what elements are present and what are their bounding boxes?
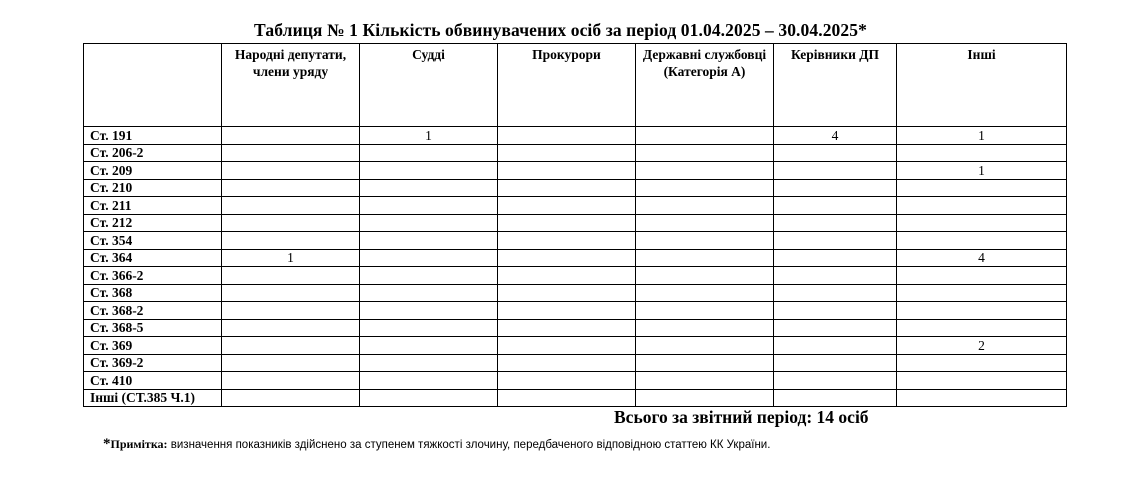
table-cell [360, 232, 498, 250]
table-row [84, 197, 1067, 215]
table-cell [360, 302, 498, 320]
table-row [84, 214, 1067, 232]
table-cell [222, 232, 360, 250]
table-cell [360, 319, 498, 337]
table-cell [774, 144, 897, 162]
table-row [84, 337, 1067, 355]
table-cell [222, 302, 360, 320]
table-cell [360, 337, 498, 355]
table-cell [636, 127, 774, 145]
table-body [84, 127, 1067, 407]
column-header: Прокурори [498, 44, 636, 127]
table-cell [222, 319, 360, 337]
table-cell [360, 162, 498, 180]
table-cell [360, 267, 498, 285]
table-cell [222, 337, 360, 355]
table-row [84, 302, 1067, 320]
table-cell [222, 267, 360, 285]
table-cell: 1 [897, 162, 1067, 180]
table-cell [897, 389, 1067, 407]
table-cell [774, 389, 897, 407]
table-cell [897, 197, 1067, 215]
row-label: Ст. 354 [84, 232, 222, 250]
footnote-text: визначення показників здійснено за ступенем тяжкості злочину, передбаченого відповідною статтею КК України. [167, 439, 771, 451]
table-cell: 1 [222, 249, 360, 267]
table-cell [636, 144, 774, 162]
row-label: Ст. 191 [84, 127, 222, 145]
footnote [103, 436, 770, 453]
table-cell: 1 [897, 127, 1067, 145]
table-cell [774, 284, 897, 302]
table-row [84, 127, 1067, 145]
table-cell [897, 372, 1067, 390]
table-cell [636, 389, 774, 407]
table-cell [636, 319, 774, 337]
table-cell [897, 144, 1067, 162]
table-cell [222, 284, 360, 302]
table-row [84, 354, 1067, 372]
table-cell [498, 232, 636, 250]
footnote-asterisk: * [103, 436, 111, 452]
table-cell [498, 249, 636, 267]
table-cell [498, 127, 636, 145]
table-cell [636, 337, 774, 355]
row-label: Ст. 210 [84, 179, 222, 197]
table-row [84, 372, 1067, 390]
table-cell: 4 [774, 127, 897, 145]
table-cell [360, 249, 498, 267]
table-cell [636, 354, 774, 372]
table-cell [498, 267, 636, 285]
table-cell [360, 197, 498, 215]
table-cell [360, 179, 498, 197]
table-cell [636, 372, 774, 390]
row-label: Ст. 211 [84, 197, 222, 215]
table-row [84, 162, 1067, 180]
table-cell [897, 354, 1067, 372]
table-cell [360, 214, 498, 232]
report-table [83, 43, 1067, 407]
row-label: Ст. 209 [84, 162, 222, 180]
table-cell [774, 179, 897, 197]
table-cell [636, 232, 774, 250]
table-row [84, 267, 1067, 285]
table-cell [636, 284, 774, 302]
table-cell [774, 354, 897, 372]
row-label: Ст. 369-2 [84, 354, 222, 372]
table-cell [222, 162, 360, 180]
table-cell [774, 372, 897, 390]
column-header [84, 44, 222, 127]
table-cell [498, 197, 636, 215]
table-cell [222, 354, 360, 372]
table-cell [897, 214, 1067, 232]
table-row [84, 319, 1067, 337]
table-cell [360, 389, 498, 407]
table-cell [360, 144, 498, 162]
table-cell [498, 389, 636, 407]
table-title: Таблиця № 1 Кількість обвинувачених осіб за період 01.04.2025 – 30.04.2025* [254, 20, 867, 40]
table-cell [636, 267, 774, 285]
table-cell [222, 214, 360, 232]
table-cell [774, 214, 897, 232]
table-cell [636, 179, 774, 197]
row-label: Ст. 364 [84, 249, 222, 267]
table-cell: 1 [360, 127, 498, 145]
table-cell [774, 337, 897, 355]
table-cell: 4 [897, 249, 1067, 267]
row-label: Ст. 368-5 [84, 319, 222, 337]
row-label: Ст. 368 [84, 284, 222, 302]
row-label: Ст. 212 [84, 214, 222, 232]
total-summary: Всього за звітний період: 14 осіб [614, 407, 869, 427]
table-cell [498, 162, 636, 180]
table-cell [774, 302, 897, 320]
table-row [84, 389, 1067, 407]
row-label: Інші (СТ.385 Ч.1) [84, 389, 222, 407]
table-cell [222, 179, 360, 197]
table-cell [897, 267, 1067, 285]
table-cell [897, 302, 1067, 320]
table-cell [774, 232, 897, 250]
table-cell [498, 144, 636, 162]
table-cell: 2 [897, 337, 1067, 355]
row-label: Ст. 410 [84, 372, 222, 390]
row-label: Ст. 206-2 [84, 144, 222, 162]
row-label: Ст. 366-2 [84, 267, 222, 285]
table-cell [636, 162, 774, 180]
table-cell [222, 197, 360, 215]
table-cell [636, 214, 774, 232]
table-row [84, 144, 1067, 162]
column-header: Інші [897, 44, 1067, 127]
table-cell [897, 284, 1067, 302]
table-cell [636, 302, 774, 320]
table-cell [774, 162, 897, 180]
header-row [84, 44, 1067, 127]
table-cell [222, 127, 360, 145]
table-cell [498, 354, 636, 372]
table-cell [222, 144, 360, 162]
table-cell [498, 337, 636, 355]
table-cell [897, 179, 1067, 197]
table-cell [498, 302, 636, 320]
table-cell [774, 319, 897, 337]
column-header: Судді [360, 44, 498, 127]
column-header: Керівники ДП [774, 44, 897, 127]
footnote-label: Примітка: [110, 437, 168, 451]
table-cell [498, 284, 636, 302]
table-cell [774, 267, 897, 285]
table-cell [636, 197, 774, 215]
table-cell [222, 372, 360, 390]
table-cell [498, 319, 636, 337]
table-cell [897, 232, 1067, 250]
table-row [84, 249, 1067, 267]
table-cell [774, 249, 897, 267]
table-row [84, 232, 1067, 250]
table-row [84, 179, 1067, 197]
table-cell [636, 249, 774, 267]
table-cell [774, 197, 897, 215]
table-cell [360, 284, 498, 302]
table-row [84, 284, 1067, 302]
table-cell [222, 389, 360, 407]
row-label: Ст. 369 [84, 337, 222, 355]
table-cell [897, 319, 1067, 337]
table-cell [498, 214, 636, 232]
table-cell [360, 354, 498, 372]
table-cell [498, 372, 636, 390]
row-label: Ст. 368-2 [84, 302, 222, 320]
column-header: Державні службовці (Категорія А) [636, 44, 774, 127]
table-cell [360, 372, 498, 390]
table-cell [498, 179, 636, 197]
column-header: Народні депутати, члени уряду [222, 44, 360, 127]
